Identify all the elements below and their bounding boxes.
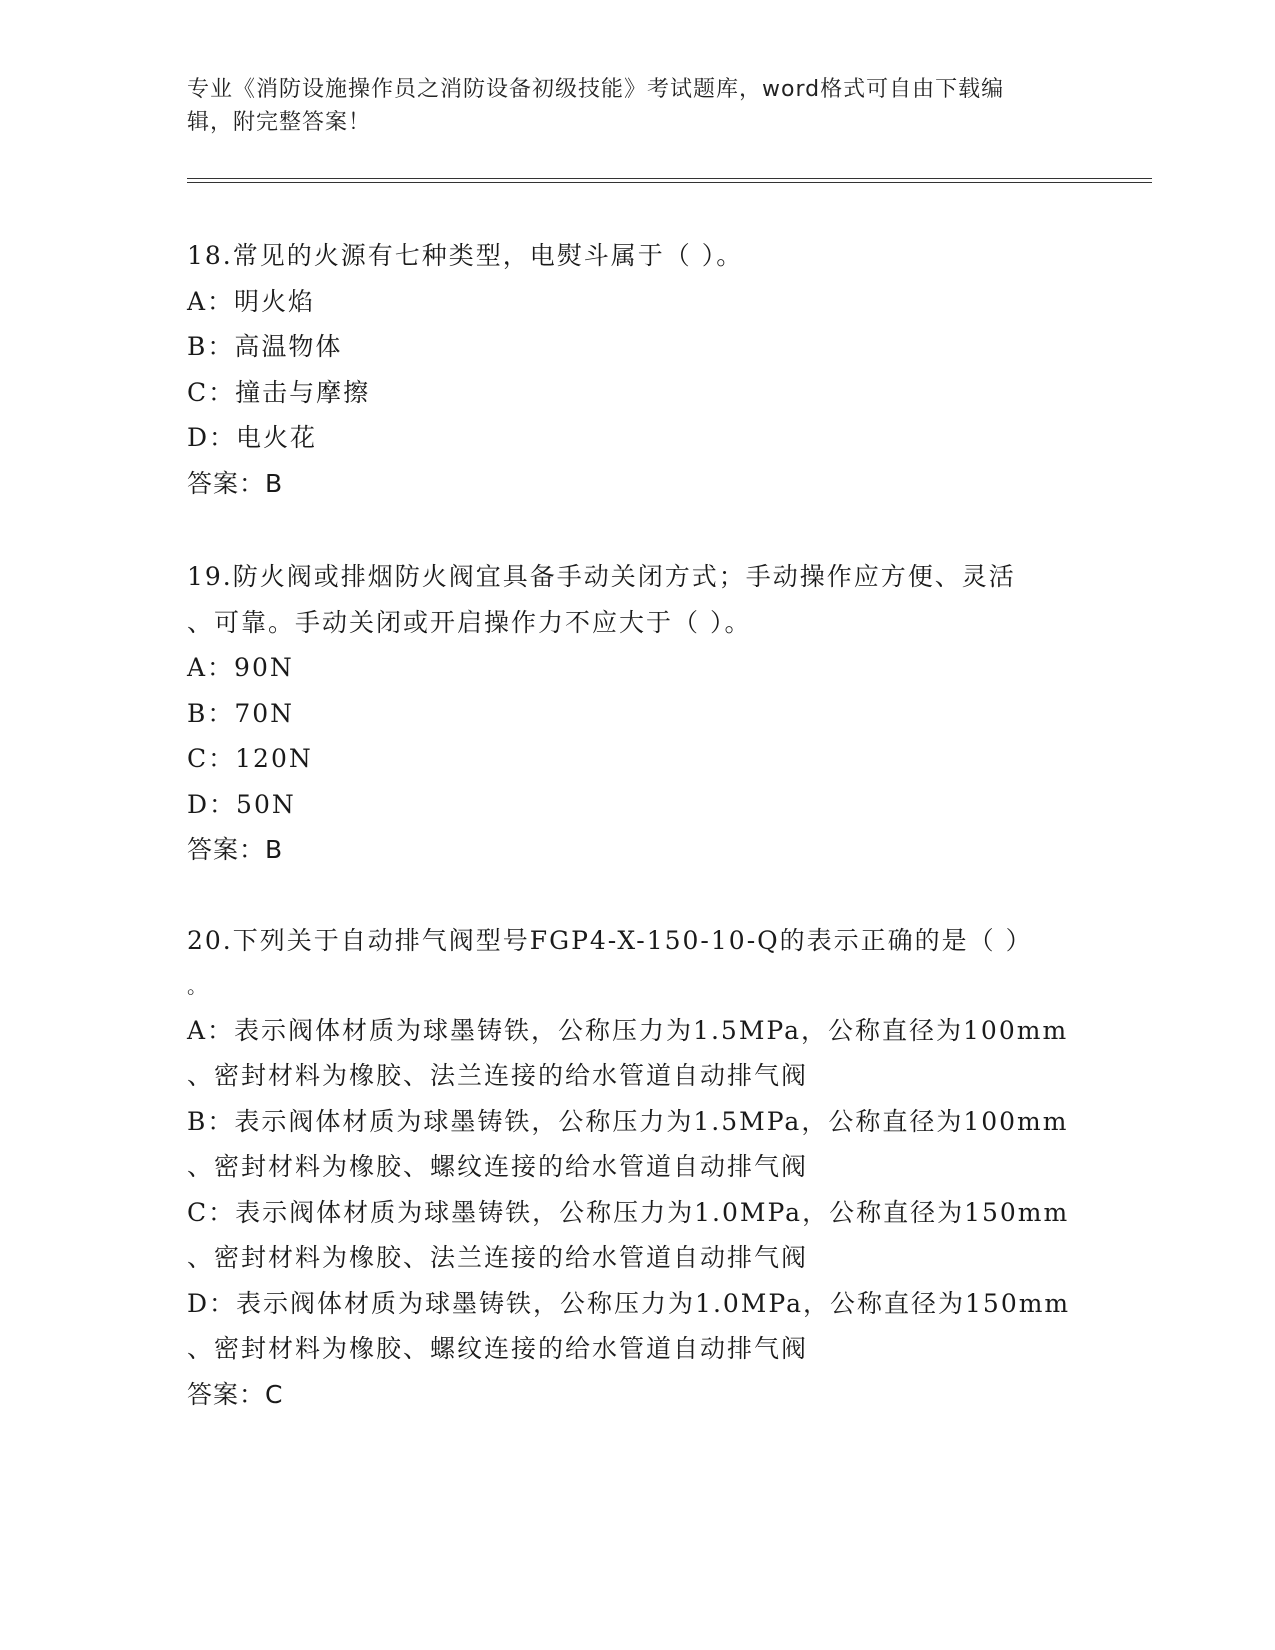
document-header <box>187 73 1067 139</box>
question-stem: 18.常见的火源有七种类型，电熨斗属于（ ）。 <box>187 241 744 270</box>
option-c: C：120N <box>187 744 313 773</box>
option-d: D：电火花 <box>187 423 318 452</box>
option-d: D：50N <box>187 789 296 819</box>
header-line-2: 辑，附完整答案！ <box>187 110 372 135</box>
question-20 <box>187 918 1087 1417</box>
question-18 <box>187 233 1087 506</box>
question-19 <box>187 554 1087 873</box>
option-c: C：撞击与摩擦 <box>187 377 371 407</box>
question-stem: 19.防火阀或排烟防火阀宜具备手动关闭方式；手动操作应方便、灵活 <box>187 562 1016 591</box>
answer-line: 答案：B <box>187 835 284 864</box>
option-a: A：表示阀体材质为球墨铸铁，公称压力为1.5MPa，公称直径为100mm <box>187 1015 1069 1045</box>
option-b: B：70N <box>187 698 295 728</box>
header-divider-bottom <box>187 182 1152 183</box>
option-a: A：明火焰 <box>187 286 316 316</box>
header-line-1: 专业《消防设施操作员之消防设备初级技能》考试题库，word格式可自由下载编 <box>187 77 1005 102</box>
option-c-continued: 、密封材料为橡胶、法兰连接的给水管道自动排气阀 <box>187 1243 809 1272</box>
option-d-continued: 、密封材料为橡胶、螺纹连接的给水管道自动排气阀 <box>187 1334 809 1363</box>
question-stem-continued: 、可靠。手动关闭或开启操作力不应大于（ ）。 <box>187 607 752 637</box>
question-stem: 20.下列关于自动排气阀型号FGP4-X-150-10-Q的表示正确的是（ ） <box>187 926 1033 955</box>
option-a-continued: 、密封材料为橡胶、法兰连接的给水管道自动排气阀 <box>187 1061 809 1090</box>
answer-line: 答案：B <box>187 468 284 498</box>
answer-line: 答案：C <box>187 1379 284 1409</box>
option-b: B：表示阀体材质为球墨铸铁，公称压力为1.5MPa，公称直径为100mm <box>187 1106 1069 1136</box>
option-d: D：表示阀体材质为球墨铸铁，公称压力为1.0MPa，公称直径为150mm <box>187 1288 1071 1318</box>
option-b-continued: 、密封材料为橡胶、螺纹连接的给水管道自动排气阀 <box>187 1152 809 1181</box>
question-stem-continued: 。 <box>187 973 209 998</box>
option-c: C：表示阀体材质为球墨铸铁，公称压力为1.0MPa，公称直径为150mm <box>187 1197 1070 1227</box>
option-b: B：高温物体 <box>187 332 343 361</box>
header-divider-top <box>187 178 1152 179</box>
option-a: A：90N <box>187 653 294 682</box>
